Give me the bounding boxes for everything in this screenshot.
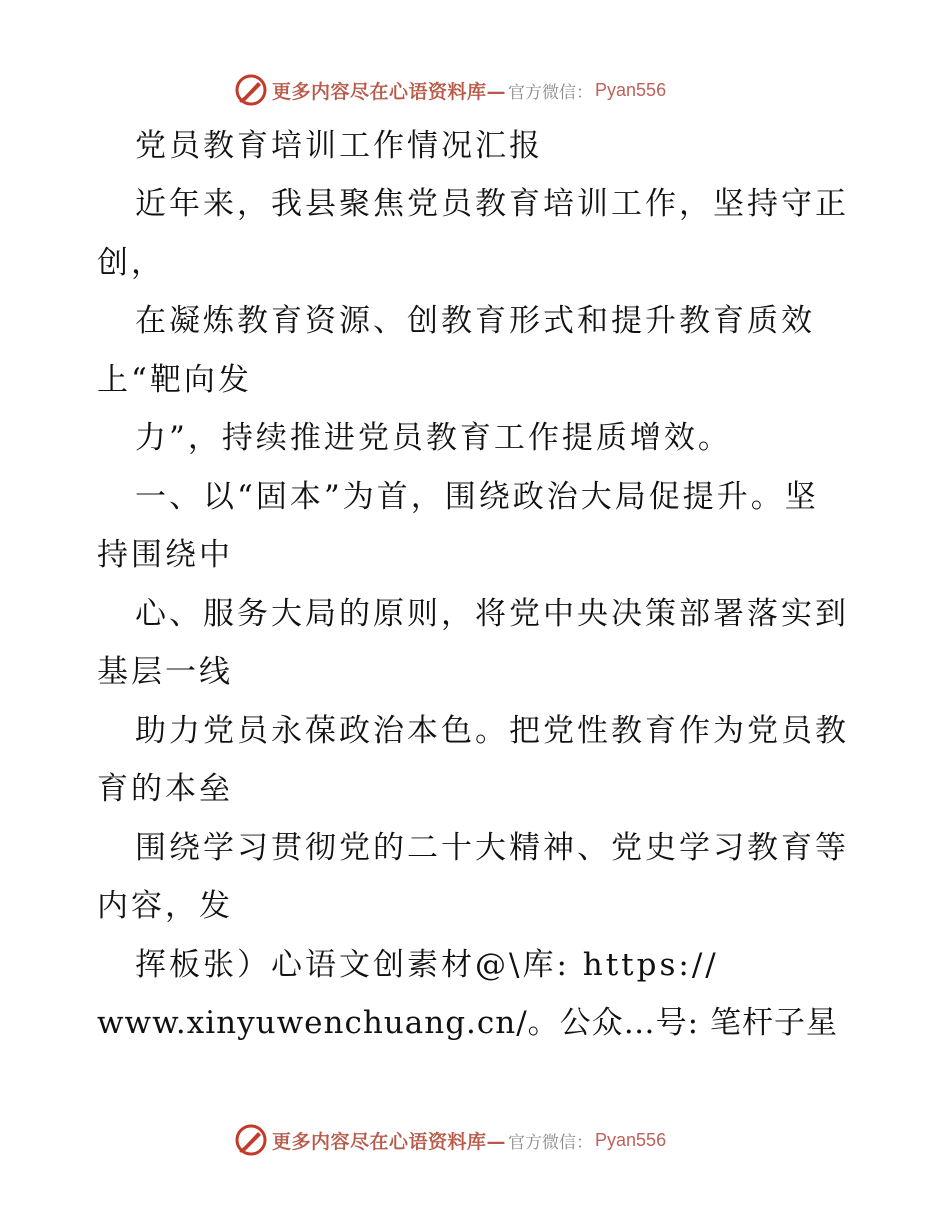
paragraph-line: 围绕学习贯彻党的二十大精神、党史学习教育等: [135, 830, 849, 866]
paragraph-line: 心、服务大局的原则，将党中央决策部署落实到: [135, 596, 849, 632]
watermark-wechat-id: Pyan556: [595, 79, 667, 100]
quill-pen-logo-icon: [234, 1123, 268, 1157]
paragraph-line: 近年来，我县聚焦党员教育培训工作，坚持守正: [135, 186, 849, 222]
paragraph-line: 力”，持续推进党员教育工作提质增效。: [135, 420, 732, 456]
paragraph-line: 上“靶向发: [97, 362, 252, 398]
watermark-wechat-label: 官方微信：: [508, 1132, 594, 1153]
watermark-wechat-id: Pyan556: [595, 1129, 667, 1150]
paragraph-line: 助力党员永葆政治本色。把党性教育作为党员教: [135, 713, 849, 749]
paragraph-line: 在凝炼教育资源、创教育形式和提升教育质效: [135, 303, 815, 339]
paragraph-line: 内容，发: [97, 888, 233, 924]
quill-pen-logo-icon: [234, 73, 268, 107]
paragraph-line: 持围绕中: [97, 537, 233, 573]
header-watermark: [234, 72, 666, 108]
watermark-text: 更多内容尽在心语资料库—: [272, 80, 507, 103]
watermark-wechat-label: 官方微信：: [508, 82, 594, 103]
section-heading-line: 一、以“固本”为首，围绕政治大局促提升。坚: [135, 479, 819, 515]
paragraph-line: 基层一线: [97, 654, 233, 690]
footer-watermark: [234, 1122, 666, 1158]
paragraph-line-url: www.xinyuwenchuang.cn/。公众…号: 笔杆子星: [97, 1005, 838, 1041]
paragraph-line: 挥板张）心语文创素材@\库: https://: [135, 947, 719, 983]
paragraph-line: 创，: [97, 245, 165, 281]
paragraph-line: 育的本垒: [97, 771, 233, 807]
watermark-text: 更多内容尽在心语资料库—: [272, 1130, 507, 1153]
document-title: 党员教育培训工作情况汇报: [135, 128, 543, 164]
